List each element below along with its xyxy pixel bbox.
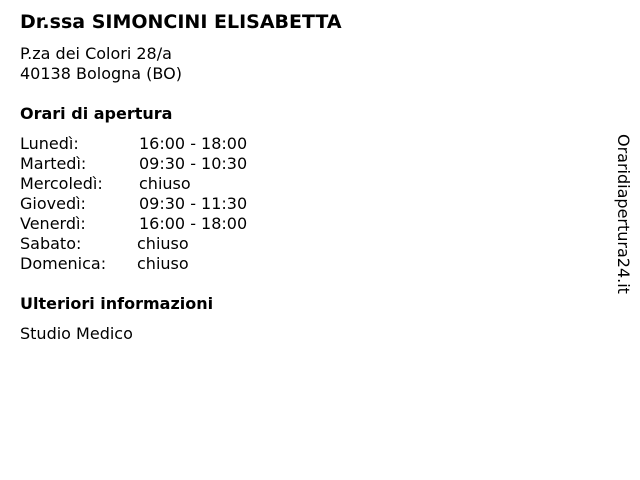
opening-hours-heading: Orari di apertura (20, 104, 173, 123)
address-street: P.za dei Colori 28/a (20, 44, 172, 63)
hours-value: 16:00 - 18:00 (139, 214, 248, 233)
day-label: Lunedì: (20, 134, 79, 153)
hours-value: 16:00 - 18:00 (139, 134, 248, 153)
day-label: Martedì: (20, 154, 87, 173)
day-label: Giovedì: (20, 194, 86, 213)
hours-value: 09:30 - 11:30 (139, 194, 248, 213)
site-watermark: Oraridiapertura24.it (614, 134, 633, 294)
hours-value: chiuso (139, 174, 191, 193)
address-city: 40138 Bologna (BO) (20, 64, 182, 83)
hours-value: 09:30 - 10:30 (139, 154, 248, 173)
hours-value: chiuso (137, 254, 189, 273)
day-label: Sabato: (20, 234, 82, 253)
address (20, 44, 182, 84)
day-label: Mercoledì: (20, 174, 103, 193)
day-label: Venerdì: (20, 214, 86, 233)
hours-value: chiuso (137, 234, 189, 253)
additional-info-heading: Ulteriori informazioni (20, 294, 214, 313)
additional-info-text: Studio Medico (20, 324, 133, 343)
day-label: Domenica: (20, 254, 107, 273)
page-title: Dr.ssa SIMONCINI ELISABETTA (20, 11, 342, 33)
